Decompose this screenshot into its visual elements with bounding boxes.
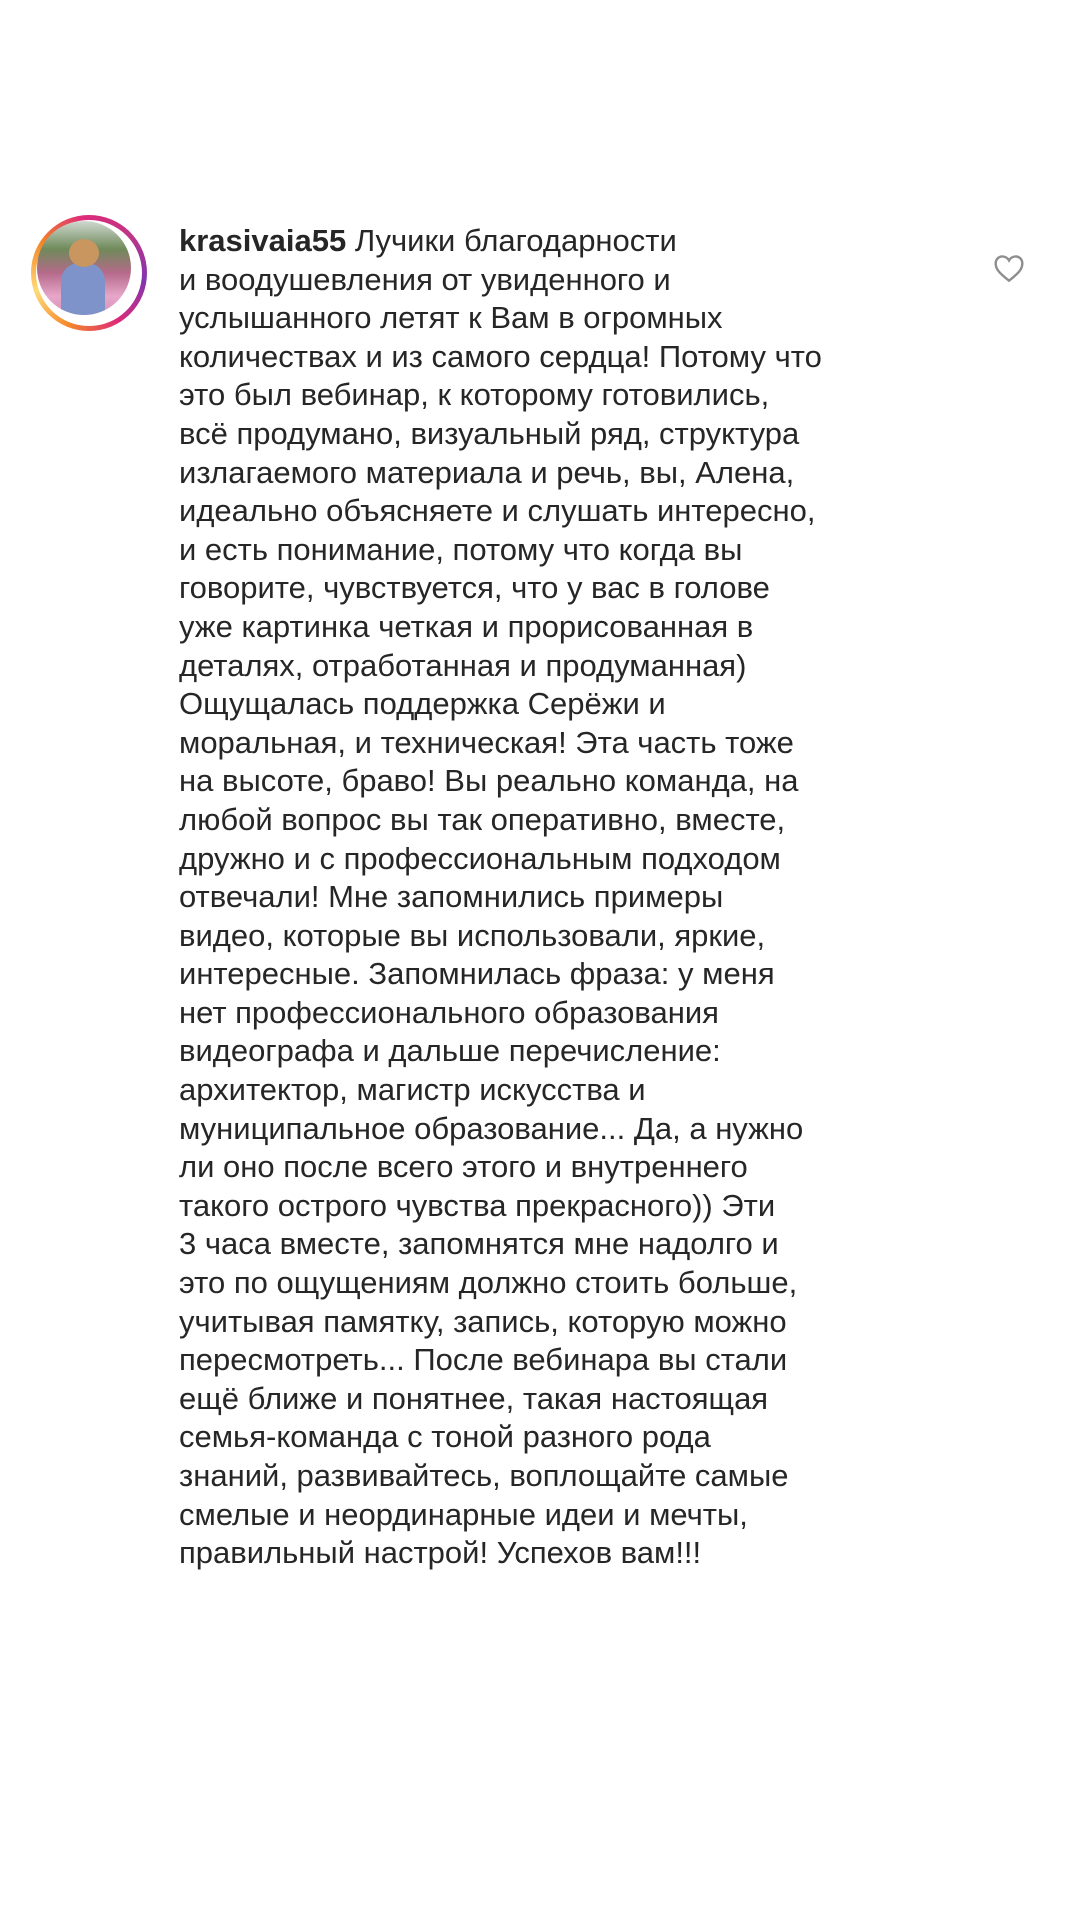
comment-line [179,222,979,261]
comment-line: отвечали! Мне запомнились примеры [179,879,724,915]
comment-line: уже картинка четкая и прорисованная в [179,608,754,644]
comment-line: пересмотреть... После вебинара вы стали [179,1342,788,1378]
avatar-photo [37,221,131,315]
comment-line: это был вебинар, к которому готовились, [179,377,770,413]
comment-line: такого острого чувства прекрасного)) Эти [179,1187,776,1223]
comment-line: нет профессионального образования [179,994,719,1030]
comment-line: любой вопрос вы так оперативно, вместе, [179,801,786,837]
comment-line: архитектор, магистр искусства и [179,1072,646,1108]
comment-line: моральная, и техническая! Эта часть тоже [179,724,794,760]
comment-line: муниципальное образование... Да, а нужно [179,1110,804,1146]
comment-line: излагаемого материала и речь, вы, Алена, [179,454,795,490]
avatar-figure-dress [61,263,105,315]
comment-line: 3 часа вместе, запомнятся мне надолго и [179,1226,779,1262]
username-link[interactable]: krasivaia55 [179,223,347,258]
comment-line: видео, которые вы использовали, яркие, [179,917,766,953]
comment-line: смелые и неординарные идеи и мечты, [179,1496,748,1532]
comment-line: Ощущалась поддержка Серёжи и [179,686,666,722]
comment-line: услышанного летят к Вам в огромных [179,300,723,336]
comment-line: интересные. Запомнилась фраза: у меня [179,956,775,992]
comment-line: и есть понимание, потому что когда вы [179,531,743,567]
user-avatar[interactable] [31,215,147,331]
comment-line: видеографа и дальше перечисление: [179,1033,721,1069]
comment-line: ещё ближе и понятнее, такая настоящая [179,1380,769,1416]
comment-line: количествах и из самого сердца! Потому что [179,338,822,374]
avatar-figure-head [69,239,99,267]
comment-line: это по ощущениям должно стоить больше, [179,1265,798,1301]
comment-line: учитывая памятку, запись, которую можно [179,1303,787,1339]
comment-line: дружно и с профессиональным подходом [179,840,781,876]
comment-line-text: Лучики благодарности [346,223,677,258]
comment-line: говорите, чувствуется, что у вас в голове [179,570,770,606]
comment-line: идеально объясняете и слушать интересно, [179,493,816,529]
comment-line: семья-команда с тоной разного рода [179,1419,711,1455]
comment-line: ли оно после всего этого и внутреннего [179,1149,748,1185]
comment-line: правильный настрой! Успехов вам!!! [179,1535,702,1571]
comment-line: на высоте, браво! Вы реально команда, на [179,763,799,799]
like-heart-icon[interactable] [993,253,1025,283]
comment-line: знаний, развивайтесь, воплощайте самые [179,1458,789,1493]
comment-line: всё продумано, визуальный ряд, структура [179,415,800,451]
comment-line: деталях, отработанная и продуманная) [179,647,747,683]
comment-text [179,222,979,1573]
comment-line: и воодушевления от увиденного и [179,261,671,297]
